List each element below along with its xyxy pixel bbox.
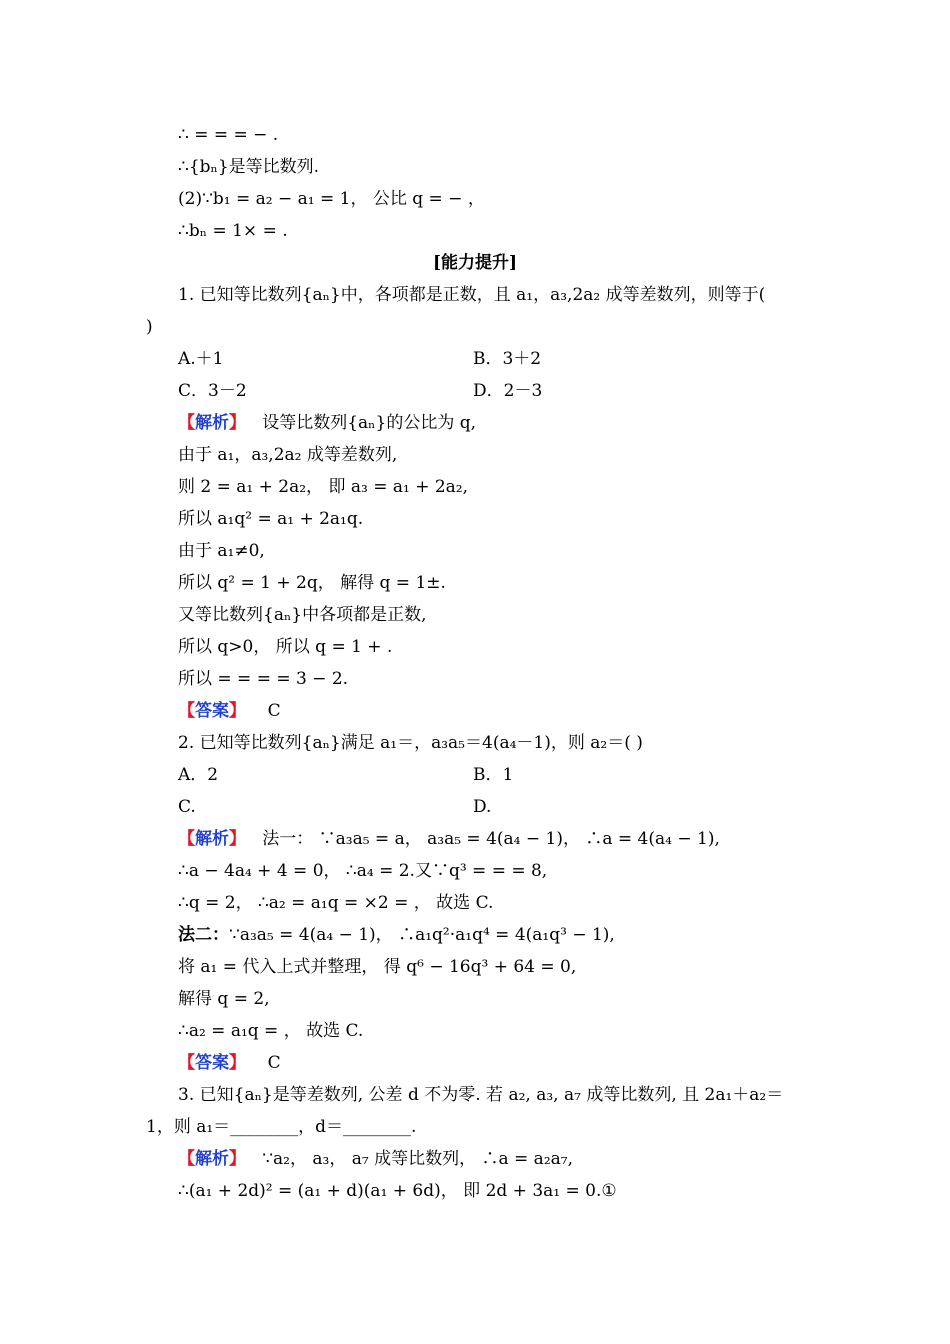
solution-line: ∴a₂ = a₁q = ， 故选 C. xyxy=(178,1021,364,1041)
analysis-tag: 【解析】 xyxy=(178,413,246,433)
option-b: B．1 xyxy=(473,765,514,785)
section-heading: [能力提升] xyxy=(432,253,518,273)
text-line: (2)∵b₁ = a₂ − a₁ = 1， 公比 q = − ， xyxy=(178,189,485,209)
question-1-stem-end: ) xyxy=(146,317,153,337)
analysis-tag: 【解析】 xyxy=(178,829,246,849)
solution-line: 所以 q>0， 所以 q = 1 + . xyxy=(178,637,393,657)
method-label: 法二： xyxy=(178,925,229,945)
solution-line: 法二：∵a₃a₅ = 4(a₄ − 1)， ∴a₁q²·a₁q⁴ = 4(a₁q³ − 1), xyxy=(178,925,615,945)
solution-line: 所以 q² = 1 + 2q， 解得 q = 1±. xyxy=(178,573,446,593)
solution-line: 又等比数列{aₙ}中各项都是正数, xyxy=(178,605,427,625)
question-3-stem-end: 1，则 a₁＝________，d＝________. xyxy=(146,1117,417,1137)
question-1-stem: 1. 已知等比数列{aₙ}中，各项都是正数，且 a₁，a₃,2a₂ 成等差数列，则等于( xyxy=(178,285,766,305)
answer-tag: 【答案】 xyxy=(178,1053,246,1073)
question-3-stem: 3. 已知{aₙ}是等差数列, 公差 d 不为零. 若 a₂, a₃, a₇ 成等比数列, 且 2a₁＋a₂＝ xyxy=(178,1085,784,1105)
option-a: A.＋1 xyxy=(178,349,224,369)
option-c: C. xyxy=(178,797,196,817)
solution-line: ∴q = 2， ∴a₂ = a₁q = ×2 = ， 故选 C. xyxy=(178,893,494,913)
option-d: D．2－3 xyxy=(473,381,543,401)
answer-line: 【答案】 C xyxy=(178,701,281,721)
solution-line: ∴a − 4a₄ + 4 = 0， ∴a₄ = 2.又∵q³ = = = 8, xyxy=(178,861,548,881)
solution-line: ∴(a₁ + 2d)² = (a₁ + d)(a₁ + 6d)， 即 2d + 3a₁ = 0.① xyxy=(178,1181,617,1201)
text-line: ∴{bₙ}是等比数列. xyxy=(178,157,320,177)
text-line: ∴bₙ = 1× = . xyxy=(178,221,288,241)
solution-line: 【解析】 法一： ∵a₃a₅ = a， a₃a₅ = 4(a₄ − 1)， ∴a = 4(a₄ − 1), xyxy=(178,829,720,849)
solution-line: 将 a₁ = 代入上式并整理， 得 q⁶ − 16q³ + 64 = 0, xyxy=(178,957,577,977)
solution-line: 【解析】 设等比数列{aₙ}的公比为 q, xyxy=(178,413,477,433)
option-c: C．3－2 xyxy=(178,381,247,401)
solution-line: 【解析】 ∵a₂， a₃， a₇ 成等比数列， ∴a = a₂a₇, xyxy=(178,1149,573,1169)
option-d: D. xyxy=(473,797,492,817)
answer-tag: 【答案】 xyxy=(178,701,246,721)
solution-line: 所以 = = = = 3 − 2. xyxy=(178,669,349,689)
question-2-stem: 2. 已知等比数列{aₙ}满足 a₁＝，a₃a₅＝4(a₄－1)，则 a₂＝( ) xyxy=(178,733,643,753)
solution-line: 所以 a₁q² = a₁ + 2a₁q. xyxy=(178,509,364,529)
solution-line: 由于 a₁≠0, xyxy=(178,541,265,561)
solution-line: 则 2 = a₁ + 2a₂， 即 a₃ = a₁ + 2a₂, xyxy=(178,477,469,497)
answer-line: 【答案】 C xyxy=(178,1053,281,1073)
option-b: B．3＋2 xyxy=(473,349,542,369)
analysis-tag: 【解析】 xyxy=(178,1149,246,1169)
solution-line: 由于 a₁，a₃,2a₂ 成等差数列, xyxy=(178,445,398,465)
solution-line: 解得 q = 2, xyxy=(178,989,270,1009)
text-line: ∴ = = = − . xyxy=(178,125,279,145)
option-a: A．2 xyxy=(178,765,219,785)
